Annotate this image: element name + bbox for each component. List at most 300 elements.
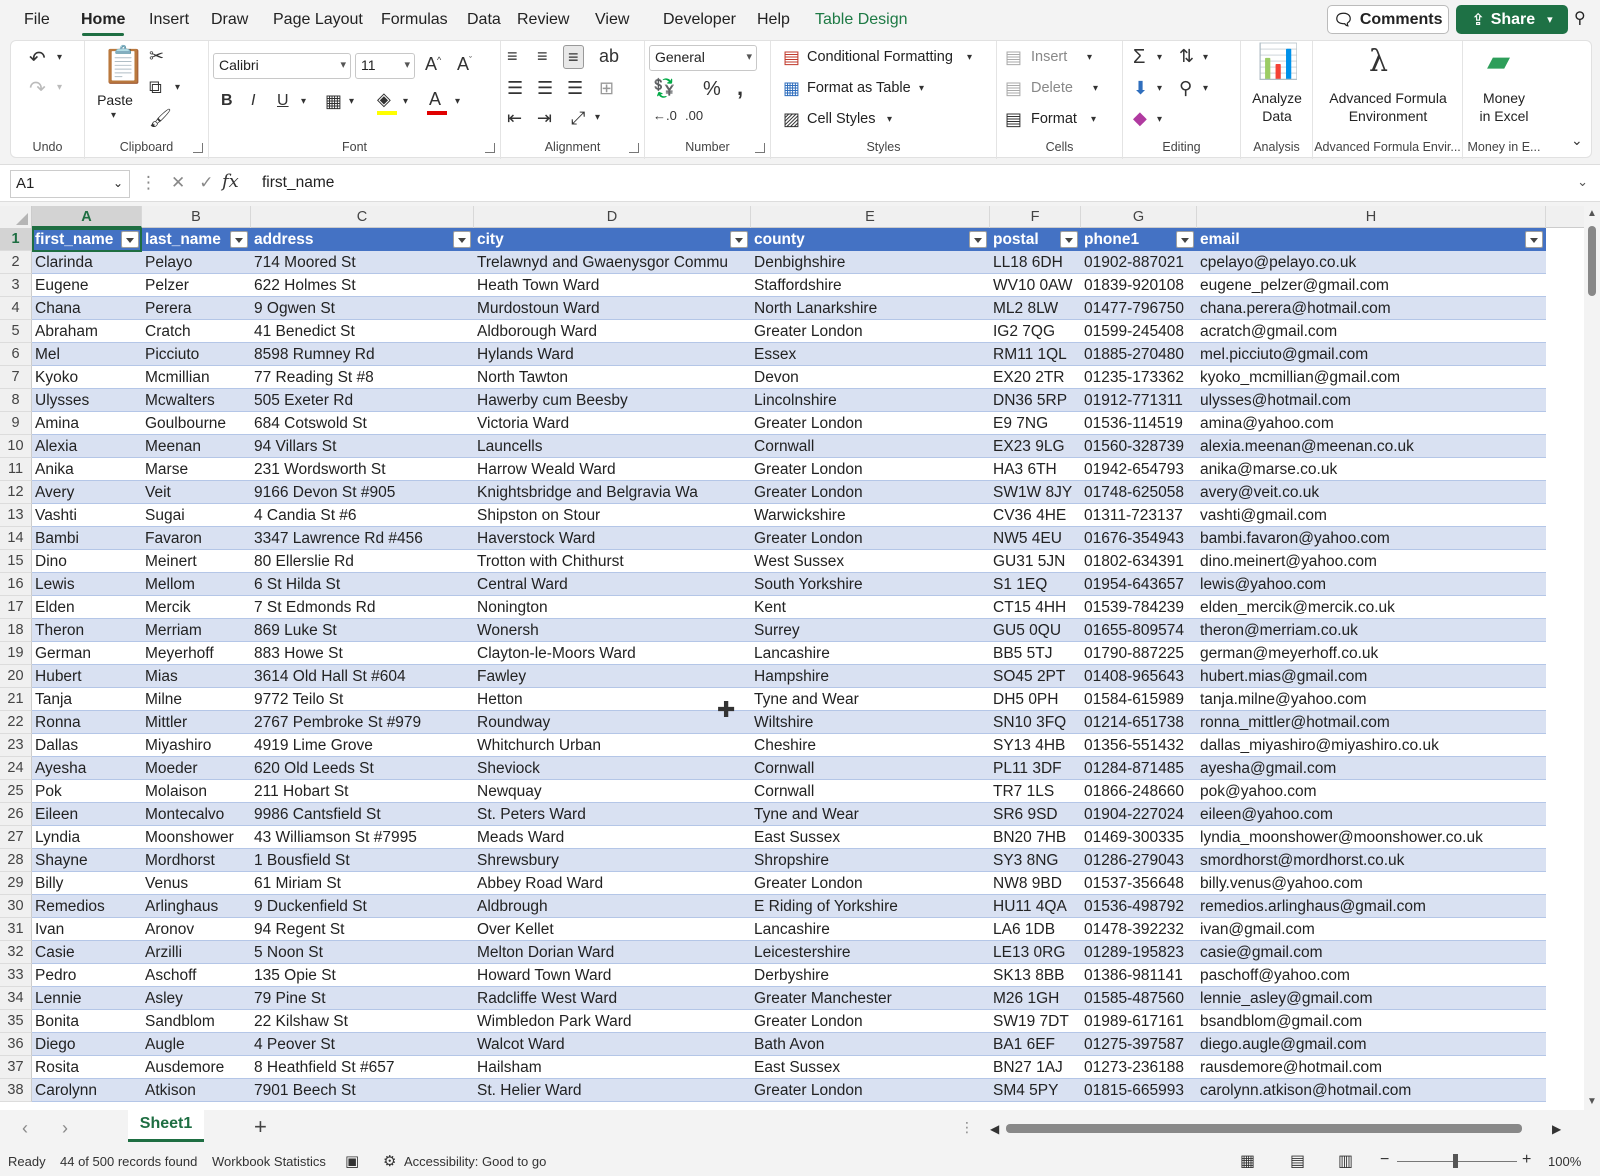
table-cell[interactable]: 9772 Teilo St	[254, 691, 344, 708]
menu-page-layout[interactable]: Page Layout	[273, 11, 363, 28]
table-cell[interactable]: DN36 5RP	[993, 392, 1068, 409]
table-cell[interactable]: Lincolnshire	[754, 392, 837, 409]
table-cell[interactable]: 01536-114519	[1084, 415, 1183, 432]
table-cell[interactable]: Bath Avon	[754, 1036, 825, 1053]
table-cell[interactable]: Shropshire	[754, 852, 829, 869]
number-format-select[interactable]	[649, 45, 757, 71]
row-header[interactable]: 12	[0, 481, 32, 504]
table-cell[interactable]: tanja.milne@yahoo.com	[1200, 691, 1367, 708]
row-header[interactable]: 31	[0, 918, 32, 941]
align-left-icon[interactable]: ☰	[507, 78, 524, 98]
increase-decimal-icon[interactable]: ←.0	[653, 108, 677, 123]
table-cell[interactable]: Arzilli	[145, 944, 183, 961]
table-cell[interactable]: Diego	[35, 1036, 76, 1053]
chevron-down-icon[interactable]: ▾	[301, 96, 307, 107]
table-cell[interactable]: Moeder	[145, 760, 198, 777]
row-header[interactable]: 1	[0, 228, 32, 251]
horizontal-scrollbar[interactable]	[990, 1122, 1568, 1134]
filter-dropdown-icon[interactable]	[453, 231, 471, 248]
table-cell[interactable]: 01478-392232	[1084, 921, 1184, 938]
table-cell[interactable]: Picciuto	[145, 346, 200, 363]
table-cell[interactable]: rausdemore@hotmail.com	[1200, 1059, 1382, 1076]
table-cell[interactable]: 1 Bousfield St	[254, 852, 350, 869]
ribbon-collapse-icon[interactable]: ⌄	[1571, 132, 1583, 148]
table-cell[interactable]: ML2 8LW	[993, 300, 1059, 317]
table-cell[interactable]: acratch@gmail.com	[1200, 323, 1338, 340]
select-all-button[interactable]	[0, 206, 32, 228]
row-header[interactable]: 25	[0, 780, 32, 803]
table-cell[interactable]: 22 Kilshaw St	[254, 1013, 348, 1030]
table-cell[interactable]: Meinert	[145, 553, 197, 570]
row-header[interactable]: 34	[0, 987, 32, 1010]
table-cell[interactable]: Sheviock	[477, 760, 540, 777]
table-cell[interactable]: HU11 4QA	[993, 898, 1067, 915]
table-cell[interactable]: Cornwall	[754, 760, 815, 777]
scroll-up-icon[interactable]: ▲	[1587, 208, 1597, 219]
conditional-formatting-icon[interactable]: ▤	[783, 47, 801, 67]
table-cell[interactable]: Aschoff	[145, 967, 197, 984]
table-cell[interactable]: SM4 5PY	[993, 1082, 1059, 1099]
table-cell[interactable]: Eugene	[35, 277, 89, 294]
table-cell[interactable]: Amina	[35, 415, 79, 432]
table-cell[interactable]: Cornwall	[754, 438, 815, 455]
table-cell[interactable]: eileen@yahoo.com	[1200, 806, 1333, 823]
table-cell[interactable]: 4 Peover St	[254, 1036, 335, 1053]
chevron-down-icon[interactable]: ▾	[57, 52, 63, 63]
table-cell[interactable]: Carolynn	[35, 1082, 98, 1099]
row-header[interactable]: 27	[0, 826, 32, 849]
row-header[interactable]: 29	[0, 872, 32, 895]
row-header[interactable]: 10	[0, 435, 32, 458]
table-cell[interactable]: 01477-796750	[1084, 300, 1184, 317]
lambda-icon[interactable]: λ	[1369, 44, 1389, 79]
insert-cells-icon[interactable]: ▤	[1005, 47, 1023, 67]
table-cell[interactable]: Bonita	[35, 1013, 79, 1030]
table-cell[interactable]: 01286-279043	[1084, 852, 1184, 869]
comments-button[interactable]	[1327, 5, 1449, 34]
table-cell[interactable]: 883 Howe St	[254, 645, 343, 662]
table-cell[interactable]: Pedro	[35, 967, 77, 984]
table-cell[interactable]: Warwickshire	[754, 507, 846, 524]
table-cell[interactable]: Goulbourne	[145, 415, 227, 432]
table-cell[interactable]: Greater London	[754, 323, 863, 340]
table-cell[interactable]: 01885-270480	[1084, 346, 1184, 363]
row-header[interactable]: 3	[0, 274, 32, 297]
accessibility-icon[interactable]: ⚙	[383, 1153, 397, 1170]
add-sheet-button[interactable]: +	[254, 1114, 267, 1139]
decrease-decimal-icon[interactable]: .00	[685, 108, 704, 123]
table-cell[interactable]: HA3 6TH	[993, 461, 1057, 478]
table-cell[interactable]: Ronna	[35, 714, 81, 731]
table-cell[interactable]: 9986 Cantsfield St	[254, 806, 381, 823]
table-cell[interactable]: RM11 1QL	[993, 346, 1067, 363]
table-cell[interactable]: 622 Holmes St	[254, 277, 356, 294]
table-cell[interactable]: 01912-771311	[1084, 392, 1183, 409]
row-header[interactable]: 22	[0, 711, 32, 734]
table-cell[interactable]: paschoff@yahoo.com	[1200, 967, 1350, 984]
table-cell[interactable]: Greater London	[754, 461, 863, 478]
align-bottom-icon[interactable]: ≡	[563, 45, 584, 69]
table-cell[interactable]: Meenan	[145, 438, 202, 455]
merge-icon[interactable]: ⊞	[599, 78, 615, 98]
table-cell[interactable]: Mercik	[145, 599, 191, 616]
launcher-icon[interactable]	[755, 143, 765, 153]
table-cell[interactable]: CV36 4HE	[993, 507, 1067, 524]
table-cell[interactable]: 01356-551432	[1084, 737, 1184, 754]
table-cell[interactable]: LA6 1DB	[993, 921, 1056, 938]
table-cell[interactable]: Tanja	[35, 691, 73, 708]
table-cell[interactable]: Ivan	[35, 921, 65, 938]
table-cell[interactable]: 01904-227024	[1084, 806, 1184, 823]
delete-cells-button[interactable]: Delete	[1031, 80, 1073, 96]
menu-developer[interactable]: Developer	[663, 11, 736, 28]
table-cell[interactable]: Chana	[35, 300, 81, 317]
analyze-data-button[interactable]: Analyze Data	[1252, 90, 1302, 124]
zoom-slider-thumb[interactable]	[1453, 1154, 1458, 1168]
chevron-down-icon[interactable]: ▾	[1093, 83, 1099, 94]
table-cell[interactable]: M26 1GH	[993, 990, 1060, 1007]
table-cell[interactable]: 43 Williamson St #7995	[254, 829, 417, 846]
table-cell[interactable]: Tyne and Wear	[754, 806, 859, 823]
table-cell[interactable]: Venus	[145, 875, 189, 892]
table-cell[interactable]: Greater London	[754, 1013, 863, 1030]
table-cell[interactable]: SO45 2PT	[993, 668, 1066, 685]
table-cell[interactable]: South Yorkshire	[754, 576, 863, 593]
table-cell[interactable]: bsandblom@gmail.com	[1200, 1013, 1363, 1030]
table-cell[interactable]: German	[35, 645, 91, 662]
insert-cells-button[interactable]: Insert	[1031, 49, 1068, 65]
table-cell[interactable]: SY3 8NG	[993, 852, 1059, 869]
table-cell[interactable]: 01902-887021	[1084, 254, 1184, 271]
table-cell[interactable]: 01311-723137	[1084, 507, 1183, 524]
table-cell[interactable]: Essex	[754, 346, 797, 363]
menu-help[interactable]: Help	[757, 11, 790, 28]
decrease-font-icon[interactable]: $A^ˇ$	[457, 54, 473, 74]
table-cell[interactable]: ayesha@gmail.com	[1200, 760, 1337, 777]
table-cell[interactable]: Marse	[145, 461, 189, 478]
row-header[interactable]: 18	[0, 619, 32, 642]
zoom-level[interactable]: 100%	[1548, 1154, 1582, 1169]
table-cell[interactable]: 8598 Rumney Rd	[254, 346, 375, 363]
table-cell[interactable]: E Riding of Yorkshire	[754, 898, 898, 915]
menu-formulas[interactable]: Formulas	[381, 11, 448, 28]
table-cell[interactable]: 01790-887225	[1084, 645, 1184, 662]
table-cell[interactable]: Montecalvo	[145, 806, 225, 823]
table-cell[interactable]: Perera	[145, 300, 192, 317]
table-cell[interactable]: 01408-965643	[1084, 668, 1184, 685]
table-cell[interactable]: Lennie	[35, 990, 82, 1007]
chevron-down-icon[interactable]: ▾	[919, 83, 925, 94]
table-cell[interactable]: Veit	[145, 484, 171, 501]
share-button[interactable]	[1456, 5, 1568, 34]
table-cell[interactable]: Wonersh	[477, 622, 539, 639]
table-cell[interactable]: North Lanarkshire	[754, 300, 878, 317]
chevron-down-icon[interactable]: ▾	[57, 82, 63, 93]
person-icon[interactable]: ⚲	[1574, 10, 1586, 27]
row-header[interactable]: 36	[0, 1033, 32, 1056]
increase-font-icon[interactable]: A^	[425, 54, 442, 74]
accessibility-status[interactable]: Accessibility: Good to go	[404, 1154, 547, 1169]
table-cell[interactable]: 01655-809574	[1084, 622, 1184, 639]
borders-icon[interactable]: ▦	[325, 91, 343, 111]
table-cell[interactable]: 01560-328739	[1084, 438, 1184, 455]
table-cell[interactable]: smordhorst@mordhorst.co.uk	[1200, 852, 1405, 869]
table-cell[interactable]: 01539-784239	[1084, 599, 1184, 616]
conditional-formatting-button[interactable]: Conditional Formatting	[807, 49, 953, 65]
chevron-down-icon[interactable]: ⌄	[1577, 174, 1588, 189]
align-top-icon[interactable]: ≡	[507, 46, 518, 66]
table-cell[interactable]: Knightsbridge and Belgravia Wa	[477, 484, 698, 501]
table-cell[interactable]: Over Kellet	[477, 921, 554, 938]
table-cell[interactable]: Clayton-le-Moors Ward	[477, 645, 636, 662]
table-cell[interactable]: Rosita	[35, 1059, 79, 1076]
table-cell[interactable]: Alexia	[35, 438, 78, 455]
table-cell[interactable]: Casie	[35, 944, 75, 961]
table-cell[interactable]: Greater London	[754, 530, 863, 547]
table-cell[interactable]: Kyoko	[35, 369, 79, 386]
column-header-g[interactable]: G	[1081, 206, 1197, 228]
table-cell[interactable]: 01214-651738	[1084, 714, 1184, 731]
table-cell[interactable]: Favaron	[145, 530, 202, 547]
wrap-text-icon[interactable]: ab	[599, 46, 620, 66]
font-color-icon[interactable]: A	[429, 89, 442, 109]
table-cell[interactable]: Mcmillian	[145, 369, 210, 386]
fill-color-icon[interactable]: ◈	[377, 89, 391, 109]
page-layout-view-icon[interactable]: ▤	[1290, 1153, 1306, 1170]
chevron-down-icon[interactable]: ▾	[967, 52, 973, 63]
accounting-icon[interactable]: 💱	[653, 78, 676, 98]
table-cell[interactable]: Mellom	[145, 576, 195, 593]
table-header-cell[interactable]: last_name	[145, 231, 221, 248]
row-header[interactable]: 6	[0, 343, 32, 366]
menu-draw[interactable]: Draw	[211, 11, 249, 28]
table-cell[interactable]: SW1W 8JY	[993, 484, 1073, 501]
table-cell[interactable]: Mcwalters	[145, 392, 215, 409]
table-cell[interactable]: billy.venus@yahoo.com	[1200, 875, 1363, 892]
format-as-table-icon[interactable]: ▦	[783, 78, 801, 98]
table-cell[interactable]: Meads Ward	[477, 829, 565, 846]
table-cell[interactable]: Greater London	[754, 1082, 863, 1099]
copy-icon[interactable]: ⧉	[149, 77, 162, 97]
table-cell[interactable]: Wiltshire	[754, 714, 814, 731]
table-cell[interactable]: Lancashire	[754, 921, 830, 938]
table-cell[interactable]: Ulysses	[35, 392, 90, 409]
table-cell[interactable]: 80 Ellerslie Rd	[254, 553, 354, 570]
chevron-down-icon[interactable]: ▾	[175, 82, 181, 93]
table-cell[interactable]: 01386-981141	[1084, 967, 1183, 984]
workbook-statistics-button[interactable]: Workbook Statistics	[212, 1154, 326, 1169]
table-cell[interactable]: Trotton with Chithurst	[477, 553, 624, 570]
table-cell[interactable]: LE13 0RG	[993, 944, 1066, 961]
enter-icon[interactable]: ✓	[199, 173, 214, 192]
bold-icon[interactable]: B	[221, 92, 233, 109]
table-cell[interactable]: Pok	[35, 783, 62, 800]
table-cell[interactable]: vashti@gmail.com	[1200, 507, 1327, 524]
table-header-cell[interactable]: county	[754, 231, 805, 248]
table-cell[interactable]: Greater London	[754, 875, 863, 892]
row-header[interactable]: 38	[0, 1079, 32, 1102]
table-cell[interactable]: Murdostoun Ward	[477, 300, 600, 317]
table-cell[interactable]: Launcells	[477, 438, 543, 455]
table-cell[interactable]: 4919 Lime Grove	[254, 737, 373, 754]
table-cell[interactable]: Whitchurch Urban	[477, 737, 602, 754]
analyze-data-icon[interactable]: 📊	[1257, 43, 1300, 81]
filter-dropdown-icon[interactable]	[1525, 231, 1543, 248]
increase-indent-icon[interactable]: ⇥	[537, 108, 553, 128]
table-cell[interactable]: 211 Hobart St	[254, 783, 349, 800]
orientation-icon[interactable]: ⤢	[571, 108, 586, 128]
chevron-down-icon[interactable]: ▾	[1087, 52, 1093, 63]
macro-icon[interactable]: ▣	[345, 1153, 360, 1170]
table-cell[interactable]: Central Ward	[477, 576, 568, 593]
table-cell[interactable]: Remedios	[35, 898, 105, 915]
filter-dropdown-icon[interactable]	[1060, 231, 1078, 248]
table-cell[interactable]: Miyashiro	[145, 737, 212, 754]
row-header[interactable]: 8	[0, 389, 32, 412]
table-cell[interactable]: 01954-643657	[1084, 576, 1184, 593]
table-cell[interactable]: casie@gmail.com	[1200, 944, 1323, 961]
table-header-cell[interactable]: address	[254, 231, 314, 248]
column-header-c[interactable]: C	[251, 206, 474, 228]
table-header-cell[interactable]: city	[477, 231, 504, 248]
table-cell[interactable]: Derbyshire	[754, 967, 829, 984]
table-cell[interactable]: 7 St Edmonds Rd	[254, 599, 376, 616]
menu-view[interactable]: View	[595, 11, 630, 28]
table-cell[interactable]: LL18 6DH	[993, 254, 1063, 271]
insert-function-button[interactable]: fx	[222, 171, 239, 192]
table-cell[interactable]: Meyerhoff	[145, 645, 214, 662]
vertical-scroll-thumb[interactable]	[1588, 226, 1596, 296]
money-button[interactable]: Money in Excel	[1479, 90, 1529, 124]
table-cell[interactable]: 135 Opie St	[254, 967, 336, 984]
table-cell[interactable]: eugene_pelzer@gmail.com	[1200, 277, 1389, 294]
align-center-icon[interactable]: ☰	[537, 78, 554, 98]
prev-sheet-icon[interactable]: ‹	[22, 1118, 28, 1138]
zoom-in-icon[interactable]: +	[1522, 1151, 1532, 1168]
table-cell[interactable]: E9 7NG	[993, 415, 1049, 432]
format-cells-button[interactable]: Format	[1031, 111, 1077, 127]
menu-review[interactable]: Review	[517, 11, 570, 28]
table-cell[interactable]: NW8 9BD	[993, 875, 1062, 892]
table-cell[interactable]: 3347 Lawrence Rd #456	[254, 530, 423, 547]
table-cell[interactable]: Surrey	[754, 622, 800, 639]
table-cell[interactable]: lennie_asley@gmail.com	[1200, 990, 1373, 1007]
table-cell[interactable]: 231 Wordsworth St	[254, 461, 386, 478]
chevron-down-icon[interactable]: ▾	[887, 114, 893, 125]
table-cell[interactable]: Denbighshire	[754, 254, 846, 271]
table-cell[interactable]: Wimbledon Park Ward	[477, 1013, 632, 1030]
table-cell[interactable]: Hailsham	[477, 1059, 542, 1076]
table-cell[interactable]: lyndia_moonshower@moonshower.co.uk	[1200, 829, 1483, 846]
table-cell[interactable]: 9 Duckenfield St	[254, 898, 367, 915]
table-cell[interactable]: 01815-665993	[1084, 1082, 1184, 1099]
table-cell[interactable]: 01989-617161	[1084, 1013, 1184, 1030]
table-cell[interactable]: Moonshower	[145, 829, 234, 846]
autosum-icon[interactable]: Σ	[1133, 46, 1146, 68]
row-header[interactable]: 35	[0, 1010, 32, 1033]
table-cell[interactable]: Newquay	[477, 783, 542, 800]
table-cell[interactable]: Sugai	[145, 507, 185, 524]
menu-file[interactable]: File	[24, 11, 50, 28]
table-cell[interactable]: Walcot Ward	[477, 1036, 565, 1053]
scroll-down-icon[interactable]: ▼	[1587, 1096, 1597, 1107]
paste-label[interactable]: Paste	[97, 92, 133, 108]
row-header[interactable]: 2	[0, 251, 32, 274]
comma-icon[interactable]: ,	[737, 75, 744, 100]
table-cell[interactable]: 01585-487560	[1084, 990, 1184, 1007]
table-cell[interactable]: Greater London	[754, 415, 863, 432]
table-cell[interactable]: 869 Luke St	[254, 622, 337, 639]
table-cell[interactable]: Lyndia	[35, 829, 81, 846]
menu-table-design[interactable]: Table Design	[815, 11, 908, 28]
italic-icon[interactable]: I	[251, 92, 256, 109]
table-header-cell[interactable]: email	[1200, 231, 1240, 248]
table-cell[interactable]: BA1 6EF	[993, 1036, 1056, 1053]
row-header[interactable]: 20	[0, 665, 32, 688]
table-header-cell[interactable]: first_name	[35, 231, 114, 248]
table-cell[interactable]: 4 Candia St #6	[254, 507, 357, 524]
table-cell[interactable]: 01866-248660	[1084, 783, 1184, 800]
table-cell[interactable]: Aronov	[145, 921, 195, 938]
table-cell[interactable]: Arlinghaus	[145, 898, 219, 915]
table-cell[interactable]: 01599-245408	[1084, 323, 1184, 340]
table-cell[interactable]: Abraham	[35, 323, 98, 340]
table-cell[interactable]: Bambi	[35, 530, 79, 547]
table-cell[interactable]: Clarinda	[35, 254, 93, 271]
row-header[interactable]: 17	[0, 596, 32, 619]
launcher-icon[interactable]	[485, 143, 495, 153]
table-cell[interactable]: EX20 2TR	[993, 369, 1065, 386]
horizontal-scroll-thumb[interactable]	[1006, 1124, 1522, 1133]
table-cell[interactable]: 94 Regent St	[254, 921, 345, 938]
table-cell[interactable]: 01748-625058	[1084, 484, 1184, 501]
table-cell[interactable]: bambi.favaron@yahoo.com	[1200, 530, 1390, 547]
table-cell[interactable]: Merriam	[145, 622, 202, 639]
table-cell[interactable]: PL11 3DF	[993, 760, 1062, 777]
align-middle-icon[interactable]: ≡	[537, 46, 548, 66]
cut-icon[interactable]: ✂	[149, 46, 165, 66]
table-cell[interactable]: St. Peters Ward	[477, 806, 586, 823]
column-header-e[interactable]: E	[751, 206, 990, 228]
table-cell[interactable]: BB5 5TJ	[993, 645, 1053, 662]
scroll-right-icon[interactable]: ▶	[1552, 1122, 1562, 1136]
table-cell[interactable]: BN27 1AJ	[993, 1059, 1063, 1076]
table-cell[interactable]: dino.meinert@yahoo.com	[1200, 553, 1377, 570]
table-cell[interactable]: Greater London	[754, 484, 863, 501]
next-sheet-icon[interactable]: ›	[62, 1118, 68, 1138]
launcher-icon[interactable]	[193, 143, 203, 153]
table-cell[interactable]: Trelawnyd and Gwaenysgor Commu	[477, 254, 728, 271]
table-cell[interactable]: 61 Miriam St	[254, 875, 341, 892]
normal-view-icon[interactable]: ▦	[1240, 1153, 1256, 1170]
chevron-down-icon[interactable]: ▾	[403, 96, 409, 107]
table-cell[interactable]: Asley	[145, 990, 183, 1007]
table-cell[interactable]: 01802-634391	[1084, 553, 1184, 570]
filter-dropdown-icon[interactable]	[1176, 231, 1194, 248]
filter-dropdown-icon[interactable]	[969, 231, 987, 248]
format-cells-icon[interactable]: ▤	[1005, 109, 1023, 129]
table-cell[interactable]: Staffordshire	[754, 277, 842, 294]
column-header-h[interactable]: H	[1197, 206, 1546, 228]
table-cell[interactable]: Cheshire	[754, 737, 817, 754]
launcher-icon[interactable]	[629, 143, 639, 153]
column-header-b[interactable]: B	[142, 206, 251, 228]
menu-data[interactable]: Data	[467, 11, 501, 28]
table-cell[interactable]: 7901 Beech St	[254, 1082, 356, 1099]
table-cell[interactable]: Lewis	[35, 576, 75, 593]
table-cell[interactable]: Shipston on Stour	[477, 507, 601, 524]
table-cell[interactable]: 01235-173362	[1084, 369, 1184, 386]
